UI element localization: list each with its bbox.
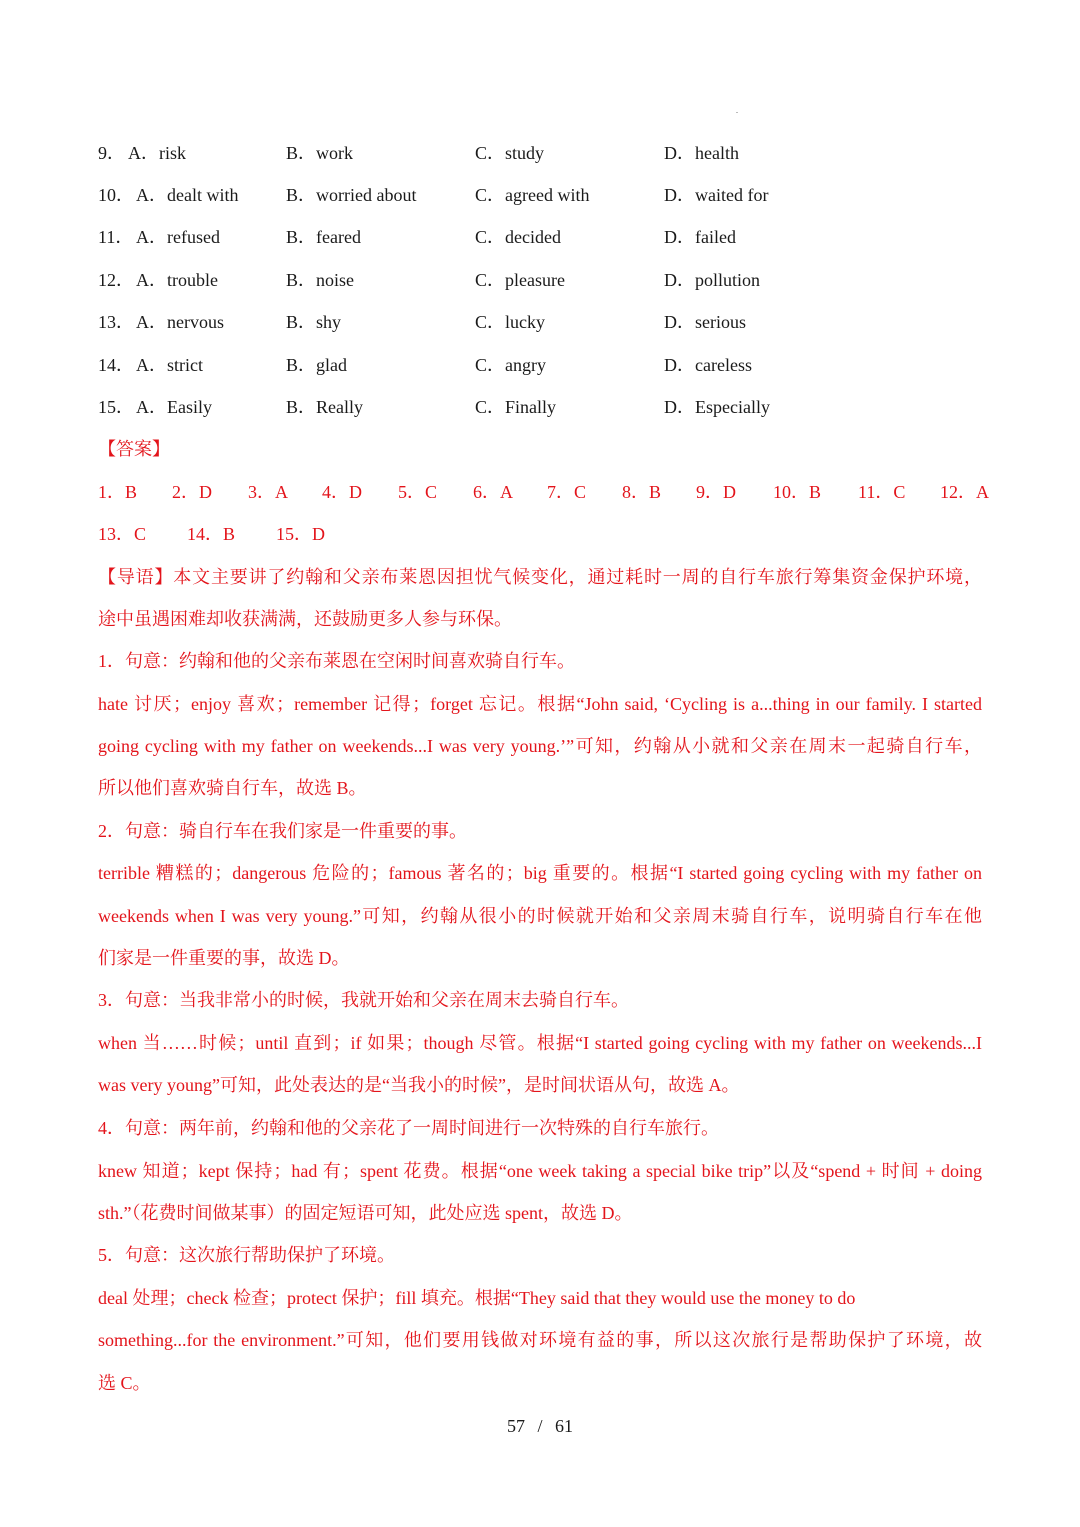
option-a: A．Easily: [136, 397, 212, 417]
answer-row: [98, 477, 989, 507]
explanation-title: 2．句意：骑自行车在我们家是一件重要的事。: [98, 821, 467, 841]
explanation-line: 选 C。: [98, 1373, 151, 1393]
option-c: C．pleasure: [475, 270, 565, 290]
explanation-title: 3．句意：当我非常小的时候，我就开始和父亲在周末去骑自行车。: [98, 990, 629, 1010]
question-number: 9．: [98, 143, 125, 163]
option-b: B．glad: [286, 355, 347, 375]
explanation-line: weekends when I was very young.”可知，约翰从很小的时候就开始和父亲周末骑自行车，说明骑自行车在他: [98, 906, 982, 926]
option-a: A．strict: [136, 355, 203, 375]
answer-item: 3．A: [248, 482, 288, 502]
option-a: A．trouble: [136, 270, 218, 290]
intro-line: 【导语】本文主要讲了约翰和父亲布莱恩因担忧气候变化，通过耗时一周的自行车旅行筹集资金保护环境，: [98, 567, 982, 587]
option-a: A．dealt with: [136, 185, 239, 205]
explanation-line: something...for the environment.”可知，他们要用钱做对环境有益的事，所以这次旅行是帮助保护了环境，故: [98, 1330, 982, 1350]
option-b: B．work: [286, 143, 353, 163]
explanation-line: sth.”（花费时间做某事）的固定短语可知，此处应选 spent，故选 D。: [98, 1203, 633, 1223]
option-a: A．refused: [136, 227, 220, 247]
page-number: [0, 1412, 1080, 1440]
answer-row: [98, 519, 982, 549]
explanation-line: going cycling with my father on weekends...I was very young.’”可知，约翰从小就和父亲在周末一起骑自行车，: [98, 736, 982, 756]
option-d: D．health: [664, 143, 739, 163]
explanation-line: deal 处理；check 检查；protect 保护；fill 填充。根据“They said that they would use the money to do: [98, 1288, 856, 1308]
explanation-line: 们家是一件重要的事，故选 D。: [98, 948, 350, 968]
question-number: 13．: [98, 312, 134, 332]
explanation-line: hate 讨厌；enjoy 喜欢；remember 记得；forget 忘记。根据“John said, ‘Cycling is a...thing in our family. I started: [98, 694, 982, 714]
question-number: 14．: [98, 355, 134, 375]
option-c: C．Finally: [475, 397, 557, 417]
answer-heading: 【答案】: [98, 439, 170, 459]
option-d: D．failed: [664, 227, 736, 247]
option-d: D．waited for: [664, 185, 769, 205]
answer-item: 8．B: [622, 482, 662, 502]
question-number: 11．: [98, 227, 134, 247]
answer-item: 14．B: [187, 524, 236, 544]
option-d: D．careless: [664, 355, 752, 375]
answer-item: 11．C: [858, 482, 906, 502]
answer-item: 1．B: [98, 482, 138, 502]
option-b: B．noise: [286, 270, 355, 290]
answer-item: 9．D: [696, 482, 736, 502]
answer-item: 5．C: [398, 482, 438, 502]
explanation-line: knew 知道；kept 保持；had 有；spent 花费。根据“one week taking a special bike trip”以及“spend + 时间 + doing: [98, 1161, 982, 1181]
explanation-line: terrible 糟糕的；dangerous 危险的；famous 著名的；big 重要的。根据“I started going cycling with my father on: [98, 863, 982, 883]
scan-mark: [736, 112, 738, 113]
intro-line: 途中虽遇困难却收获满满，还鼓励更多人参与环保。: [98, 609, 512, 629]
answer-item: 7．C: [547, 482, 587, 502]
explanation-title: 1．句意：约翰和他的父亲布莱恩在空闲时间喜欢骑自行车。: [98, 651, 575, 671]
option-b: B．shy: [286, 312, 342, 332]
option-c: C．study: [475, 143, 545, 163]
question-number: 15．: [98, 397, 134, 417]
explanation-line: 所以他们喜欢骑自行车，故选 B。: [98, 778, 367, 798]
explanation-title: 4．句意：两年前，约翰和他的父亲花了一周时间进行一次特殊的自行车旅行。: [98, 1118, 719, 1138]
explanation-line: was very young”可知，此处表达的是“当我小的时候”，是时间状语从句，故选 A。: [98, 1075, 740, 1095]
option-b: B．Really: [286, 397, 363, 417]
option-b: B．worried about: [286, 185, 417, 205]
page-separator: /: [537, 1416, 543, 1436]
option-d: D．pollution: [664, 270, 761, 290]
option-c: C．angry: [475, 355, 546, 375]
question-number: 12．: [98, 270, 134, 290]
answer-item: 4．D: [322, 482, 362, 502]
question-number: 10．: [98, 185, 134, 205]
answer-item: 15．D: [276, 524, 325, 544]
answer-item: 10．B: [773, 482, 822, 502]
answer-item: 12．A: [940, 482, 989, 502]
option-d: D．Especially: [664, 397, 770, 417]
explanation-line: when 当……时候；until 直到；if 如果；though 尽管。根据“I started going cycling with my father on weekends...I: [98, 1033, 982, 1053]
explanation-title: 5．句意：这次旅行帮助保护了环境。: [98, 1245, 395, 1265]
answer-item: 6．A: [473, 482, 513, 502]
option-c: C．decided: [475, 227, 561, 247]
option-a: A．risk: [128, 143, 186, 163]
answer-item: 13．C: [98, 524, 147, 544]
total-pages: 61: [555, 1416, 573, 1436]
option-c: C．agreed with: [475, 185, 590, 205]
option-c: C．lucky: [475, 312, 545, 332]
option-d: D．serious: [664, 312, 746, 332]
answer-item: 2．D: [172, 482, 212, 502]
option-a: A．nervous: [136, 312, 224, 332]
option-b: B．feared: [286, 227, 361, 247]
current-page: 57: [506, 1416, 525, 1436]
